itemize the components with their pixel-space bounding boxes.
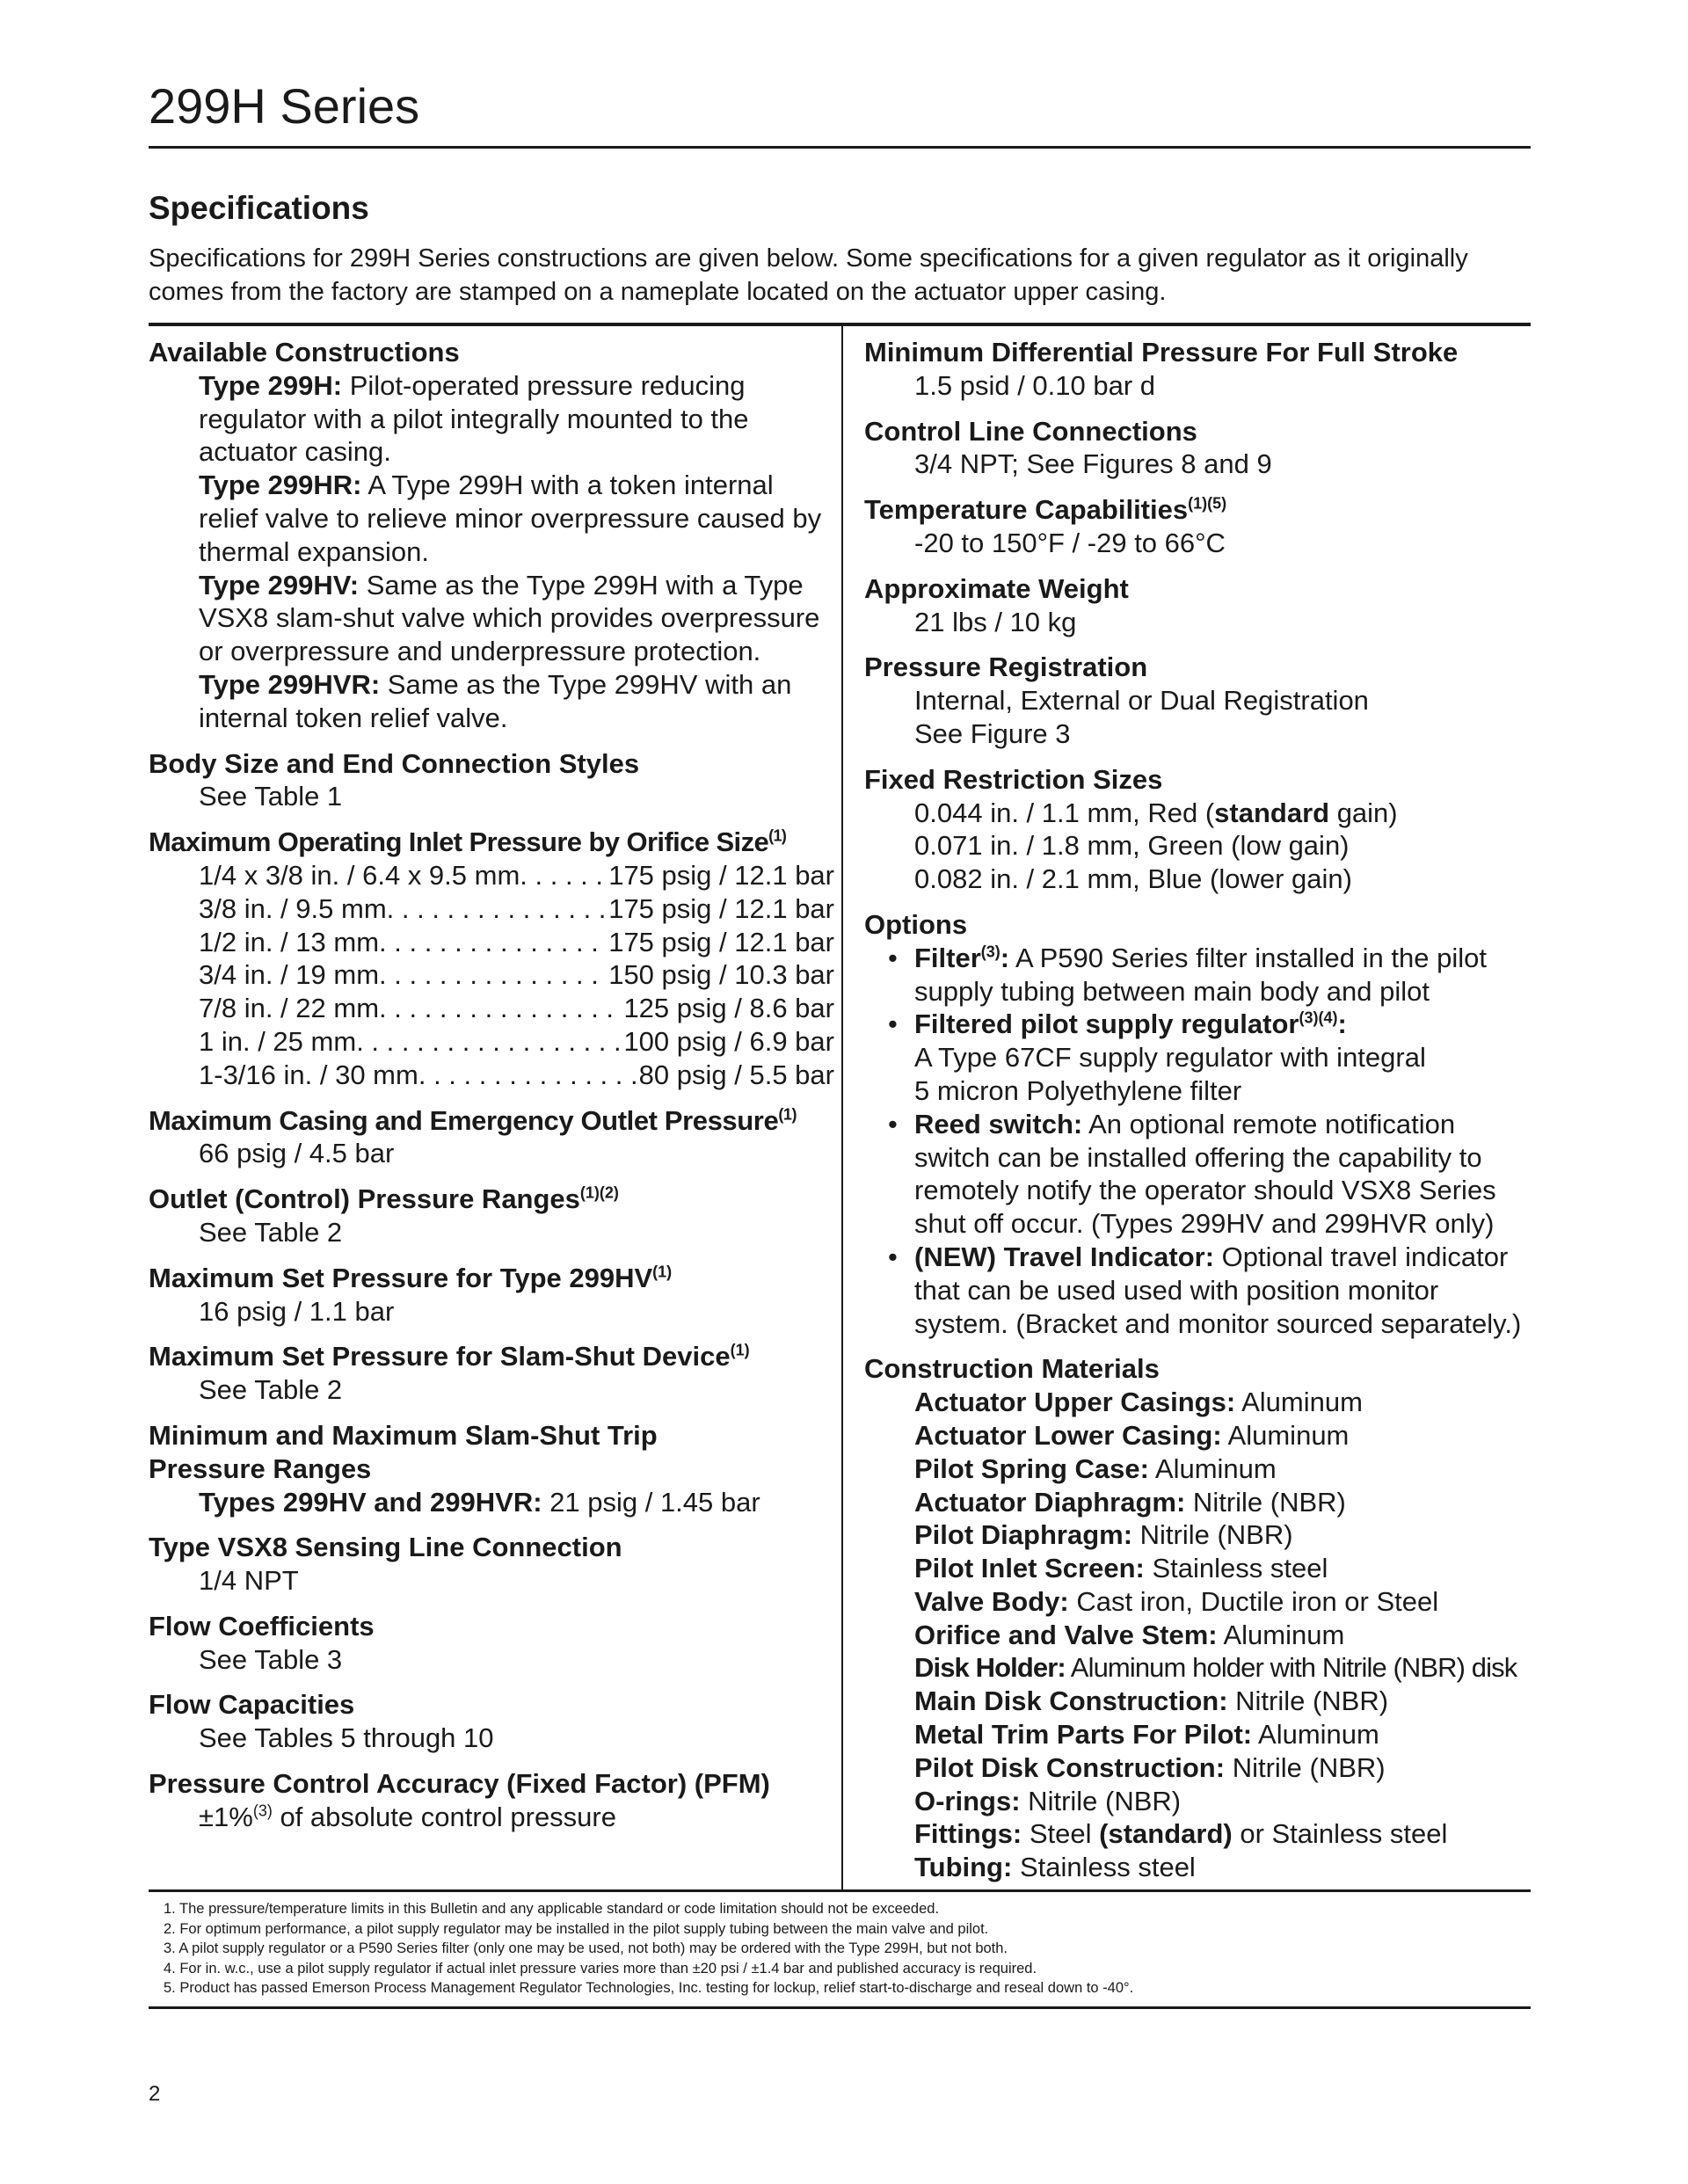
material-item: Orifice and Valve Stem: Aluminum [914, 1619, 1345, 1650]
footnote-ref: (1)(2) [579, 1183, 619, 1202]
orifice-size: 7/8 in. / 22 mm [199, 993, 380, 1024]
footnote-item: 1. The pressure/temperature limits in this Bulletin and any applicable standard or code limitation should not be exceeded. [164, 1901, 940, 1917]
materials-list [864, 1386, 1541, 1884]
material-item: Pilot Spring Case: Aluminum [914, 1452, 1277, 1484]
construction-types [149, 369, 834, 735]
material-item: Actuator Diaphragm: Nitrile (NBR) [914, 1486, 1346, 1518]
bullet-icon: • [888, 942, 898, 973]
leader-dots [356, 1025, 623, 1059]
spec-control-line-connections [864, 415, 1541, 482]
material-item: Actuator Lower Casing: Aluminum [914, 1419, 1350, 1451]
spec-value: 0.044 in. / 1.1 mm, Red (standard gain) 0.071 in. / 1.8 mm, Green (low gain) 0.082 in. / 2.1 mm, Blue (lower gain) [914, 797, 1398, 895]
title-rule [149, 146, 1531, 149]
spec-label: Outlet (Control) Pressure Ranges$^{(1)(2)}$ [149, 1183, 619, 1215]
table-bottom-rule [149, 1889, 1531, 1892]
spec-min-differential-pressure [864, 336, 1541, 403]
type-description: Same as the Type 299H with a Type VSX8 slam-shut valve which provides overpressure or overpressure and underpressure protection. [199, 569, 820, 667]
spec-value: See Tables 5 through 10 [199, 1722, 494, 1754]
spec-approximate-weight [864, 572, 1541, 639]
type-description: A Type 299H with a token internal relief valve to relieve minor overpressure caused by thermal expansion. [199, 470, 822, 567]
orifice-row [199, 859, 834, 892]
orifice-size: 3/8 in. / 9.5 mm [199, 892, 387, 924]
orifice-row [199, 1025, 834, 1059]
spec-value: See Table 2 [199, 1216, 343, 1248]
right-column [864, 336, 1541, 1896]
option-filtered-pilot-supply-regulator: • Filtered pilot supply regulator$^{(3)(4)}$: A Type 67CF supply regulator with integral 5 micron Polyethylene filter [888, 1008, 1426, 1106]
inlet-pressure: 175 psig / 12.1 bar [608, 892, 834, 924]
spec-value: 1/4 NPT [199, 1565, 299, 1597]
spec-vsx8-sensing-line [149, 1531, 834, 1598]
left-column [149, 336, 834, 1846]
orifice-size: 1-3/16 in. / 30 mm [199, 1059, 418, 1090]
spec-value: Internal, External or Dual Registration See Figure 3 [914, 685, 1369, 749]
material-item: Disk Holder: Aluminum holder with Nitrile (NBR) disk [914, 1652, 1517, 1684]
spec-max-set-pressure-slam-shut [149, 1340, 834, 1407]
leader-dots [520, 859, 608, 892]
spec-options [864, 908, 1541, 1340]
page-title: 299H Series [149, 78, 420, 134]
spec-available-constructions [149, 336, 834, 735]
spec-body-size [149, 747, 834, 814]
spec-label: Construction Materials [864, 1353, 1160, 1385]
footnote-rule [149, 2006, 1531, 2009]
material-item: Actuator Upper Casings: Aluminum [914, 1387, 1363, 1418]
material-item: Pilot Inlet Screen: Stainless steel [914, 1553, 1328, 1584]
footnote-ref: (1) [768, 826, 787, 845]
material-item: Valve Body: Cast iron, Ductile iron or Steel [914, 1585, 1439, 1617]
spec-value: -20 to 150°F / -29 to 66°C [914, 527, 1226, 558]
spec-label: Available Constructions [149, 337, 460, 368]
page-number: 2 [149, 2082, 161, 2106]
spec-fixed-restriction-sizes [864, 763, 1541, 896]
spec-value: ±1%$^{(3)}$ of absolute control pressure [199, 1801, 616, 1832]
spec-slam-shut-trip-ranges [149, 1419, 834, 1518]
spec-temperature-capabilities [864, 493, 1541, 560]
spec-label: Control Line Connections [864, 415, 1197, 447]
material-item: Pilot Diaphragm: Nitrile (NBR) [914, 1519, 1293, 1551]
orifice-row [199, 992, 834, 1025]
option-filter: • Filter$^{(3)}$: A P590 Series filter installed in the pilot supply tubing between main body and pilot [888, 942, 1487, 1007]
table-top-rule [149, 323, 1531, 326]
footnote-item: 3. A pilot supply regulator or a P590 Series filter (only one may be used, not both) may be ordered with the Type 299H, but not both. [164, 1940, 1008, 1956]
bullet-icon: • [888, 1008, 898, 1040]
spec-label: Maximum Set Pressure for Slam-Shut Device$^{(1)}$ [149, 1341, 750, 1372]
type-name: Type 299HV: [199, 569, 360, 601]
material-item: Fittings: Steel (standard) or Stainless steel [914, 1818, 1448, 1850]
leader-dots [379, 992, 623, 1025]
type-299hv [199, 569, 834, 668]
spec-construction-materials [864, 1352, 1541, 1884]
spec-label: Options [864, 908, 968, 940]
inlet-pressure: 175 psig / 12.1 bar [608, 859, 834, 891]
orifice-row [199, 1059, 834, 1092]
type-299hvr [199, 668, 834, 735]
spec-value: See Table 2 [199, 1374, 343, 1406]
footnote-ref: (3) [252, 1802, 273, 1820]
material-item: O-rings: Nitrile (NBR) [914, 1785, 1182, 1816]
orifice-row [199, 926, 834, 959]
spec-value: See Table 1 [199, 781, 343, 812]
leader-dots [379, 926, 608, 959]
spec-value: See Table 3 [199, 1643, 343, 1675]
spec-value: Types 299HV and 299HVR: 21 psig / 1.45 bar [199, 1486, 760, 1518]
footnote-ref: (1) [778, 1105, 797, 1124]
spec-label: Approximate Weight [864, 572, 1129, 604]
type-name: Type 299HVR: [199, 668, 381, 700]
material-item: Metal Trim Parts For Pilot: Aluminum [914, 1719, 1379, 1751]
spec-label: Flow Capacities [149, 1689, 355, 1721]
material-item: Pilot Disk Construction: Nitrile (NBR) [914, 1751, 1386, 1783]
spec-max-inlet-pressure [149, 826, 834, 1091]
spec-flow-capacities [149, 1688, 834, 1755]
spec-flow-coefficients [149, 1610, 834, 1677]
inlet-pressure: 80 psig / 5.5 bar [638, 1059, 834, 1090]
inlet-pressure: 175 psig / 12.1 bar [608, 926, 834, 957]
spec-label: Maximum Operating Inlet Pressure by Orifice Size$^{(1)}$ [149, 826, 787, 858]
spec-label: Type VSX8 Sensing Line Connection [149, 1532, 622, 1563]
footnotes [164, 1899, 1133, 1998]
bullet-icon: • [888, 1241, 898, 1272]
type-299h [199, 369, 834, 469]
footnote-item: 4. For in. w.c., use a pilot supply regulator if actual inlet pressure varies more than ±20 psi / ±1.4 bar and published accuracy is required. [164, 1960, 1037, 1977]
spec-pressure-control-accuracy [149, 1767, 834, 1834]
spec-value: 16 psig / 1.1 bar [199, 1295, 395, 1327]
spec-label: Temperature Capabilities$^{(1)(5)}$ [864, 494, 1227, 526]
leader-dots [387, 892, 609, 926]
section-heading: Specifications [149, 190, 369, 226]
inlet-pressure: 125 psig / 8.6 bar [623, 993, 834, 1024]
spec-label: Maximum Casing and Emergency Outlet Pressure$^{(1)}$ [149, 1104, 797, 1136]
type-name: Type 299H: [199, 369, 343, 401]
footnote-ref: (1) [652, 1263, 673, 1281]
intro-paragraph: Specifications for 299H Series constructions are given below. Some specifications for a given regulator as it originally comes from the factory are stamped on a nameplate located on the actuator upper casing. [149, 244, 1468, 306]
orifice-size: 1/4 x 3/8 in. / 6.4 x 9.5 mm [199, 859, 520, 891]
spec-label: Body Size and End Connection Styles [149, 747, 640, 779]
footnote-ref: (1) [730, 1341, 750, 1359]
spec-label: Minimum and Maximum Slam-Shut Trip Pressure Ranges [149, 1419, 658, 1484]
type-description: Same as the Type 299HV with an internal token relief valve. [199, 668, 792, 733]
spec-max-set-pressure-299hv [149, 1262, 834, 1329]
spec-value: 21 lbs / 10 kg [914, 606, 1077, 637]
spec-label: Flow Coefficients [149, 1610, 375, 1642]
inlet-pressure: 100 psig / 6.9 bar [623, 1025, 834, 1057]
spec-label: Maximum Set Pressure for Type 299HV$^{(1)}$ [149, 1262, 673, 1293]
orifice-row [199, 958, 834, 992]
footnote-item: 5. Product has passed Emerson Process Management Regulator Technologies, Inc. testing for lockup, relief start-to-discharge and reseal down to -40°. [164, 1980, 1134, 1996]
spec-pressure-registration [864, 651, 1541, 750]
inlet-pressure: 150 psig / 10.3 bar [608, 959, 834, 991]
spec-label: Pressure Registration [864, 652, 1148, 683]
column-divider [841, 326, 843, 1889]
orifice-row [199, 892, 834, 926]
spec-label: Fixed Restriction Sizes [864, 763, 1163, 795]
orifice-size: 1/2 in. / 13 mm [199, 926, 380, 957]
spec-value: 1.5 psid / 0.10 bar d [914, 369, 1156, 401]
orifice-size: 1 in. / 25 mm [199, 1025, 357, 1057]
spec-max-casing-pressure [149, 1104, 834, 1171]
spec-label: Minimum Differential Pressure For Full Stroke [864, 337, 1459, 368]
spec-label: Pressure Control Accuracy (Fixed Factor) (PFM) [149, 1768, 770, 1800]
leader-dots [379, 958, 608, 992]
type-name: Type 299HR: [199, 470, 362, 501]
spec-value: 66 psig / 4.5 bar [199, 1138, 395, 1169]
spec-value: 3/4 NPT; See Figures 8 and 9 [914, 448, 1272, 480]
spec-outlet-pressure-ranges [149, 1183, 834, 1249]
footnote-item: 2. For optimum performance, a pilot supply regulator may be installed in the pilot supply tubing between the main valve and pilot. [164, 1920, 989, 1937]
option-reed-switch: • Reed switch: An optional remote notification switch can be installed offering the capability to remotely notify the operator should VSX8 Series shut off occur. (Types 299HV and 299HVR only) [888, 1108, 1496, 1240]
option-travel-indicator: • (NEW) Travel Indicator: Optional travel indicator that can be used used with position monitor system. (Bracket and monitor sourced separately.) [888, 1241, 1522, 1339]
options-list [864, 942, 1541, 1341]
material-item: Tubing: Stainless steel [914, 1852, 1196, 1883]
bullet-icon: • [888, 1108, 898, 1139]
material-item: Main Disk Construction: Nitrile (NBR) [914, 1685, 1389, 1717]
orifice-table [149, 859, 834, 1092]
type-299hr [199, 469, 834, 568]
leader-dots [418, 1059, 639, 1092]
orifice-size: 3/4 in. / 19 mm [199, 959, 380, 991]
type-description: Pilot-operated pressure reducing regulator with a pilot integrally mounted to the actuator casing. [199, 369, 749, 468]
footnote-ref: (1)(5) [1188, 494, 1227, 513]
